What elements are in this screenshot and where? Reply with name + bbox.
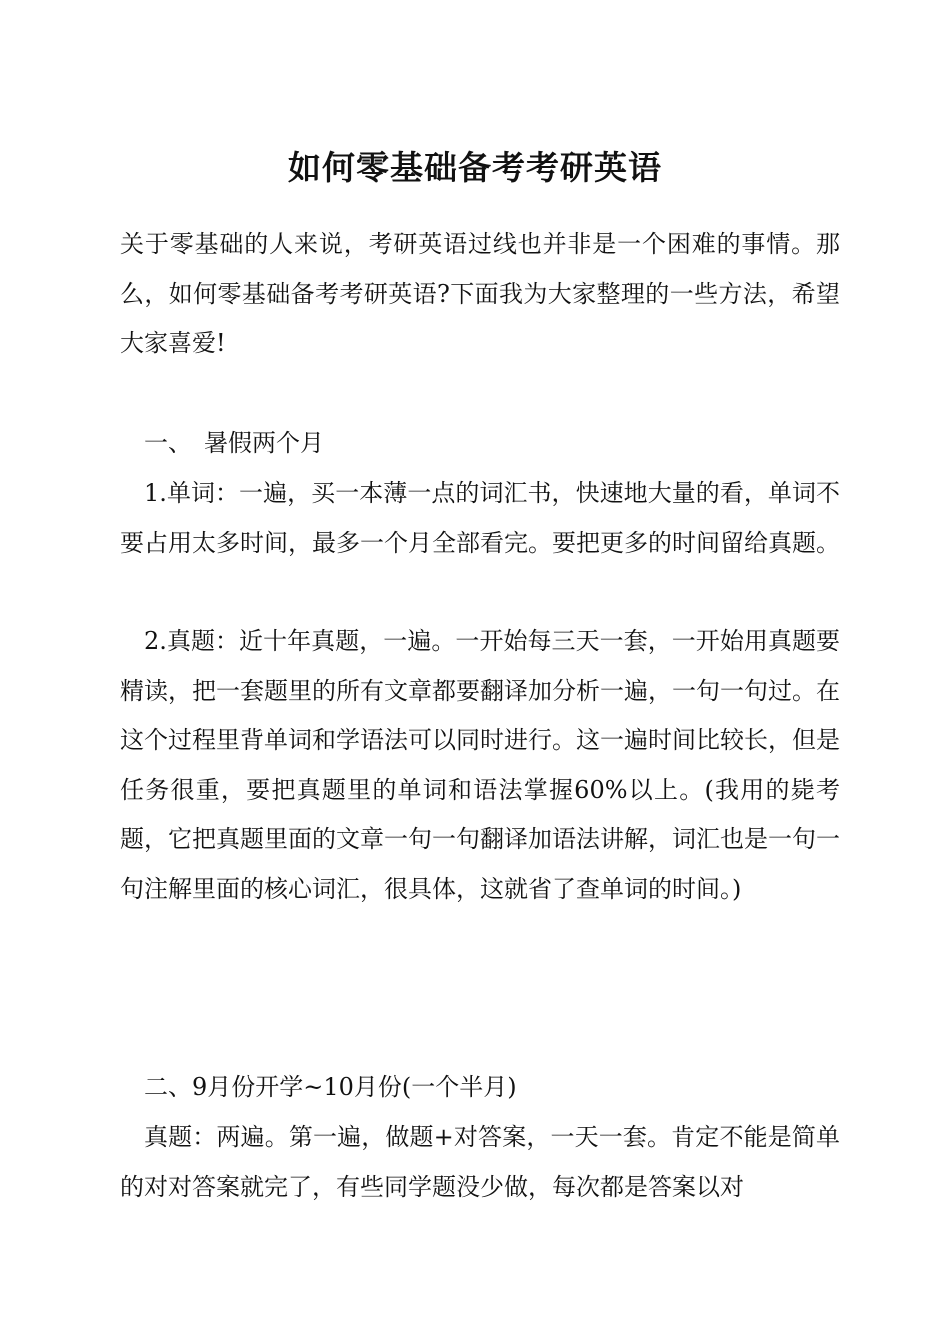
section-1-item-2: 2.真题：近十年真题，一遍。一开始每三天一套，一开始用真题要精读，把一套题里的所有文章都要翻译加分析一遍，一句一句过。在这个过程里背单词和学语法可以同时进行。这一遍时间比较长，但是任务很重，要把真题里的单词和语法掌握60%以上。(我用的毙考题，它把真题里面的文章一句一句翻译加语法讲解，词汇也是一句一句注解里面的核心词汇，很具体，这就省了查单词的时间。) xyxy=(120,627,840,903)
section-1-heading: 一、 暑假两个月 xyxy=(144,429,324,457)
section-2-heading: 二、9月份开学~10月份(一个半月) xyxy=(144,1073,517,1101)
section-1-item-1: 1.单词：一遍，买一本薄一点的词汇书，快速地大量的看，单词不要占用太多时间，最多一个月全部看完。要把更多的时间留给真题。 xyxy=(120,479,840,557)
intro-paragraph: 关于零基础的人来说，考研英语过线也并非是一个困难的事情。那么，如何零基础备考考研英语?下面我为大家整理的一些方法，希望大家喜爱! xyxy=(120,230,840,357)
document-title: 如何零基础备考考研英语 xyxy=(288,148,662,187)
section-2-paragraph: 真题：两遍。第一遍，做题+对答案，一天一套。肯定不能是简单的对对答案就完了，有些同学题没少做，每次都是答案以对 xyxy=(120,1123,840,1201)
